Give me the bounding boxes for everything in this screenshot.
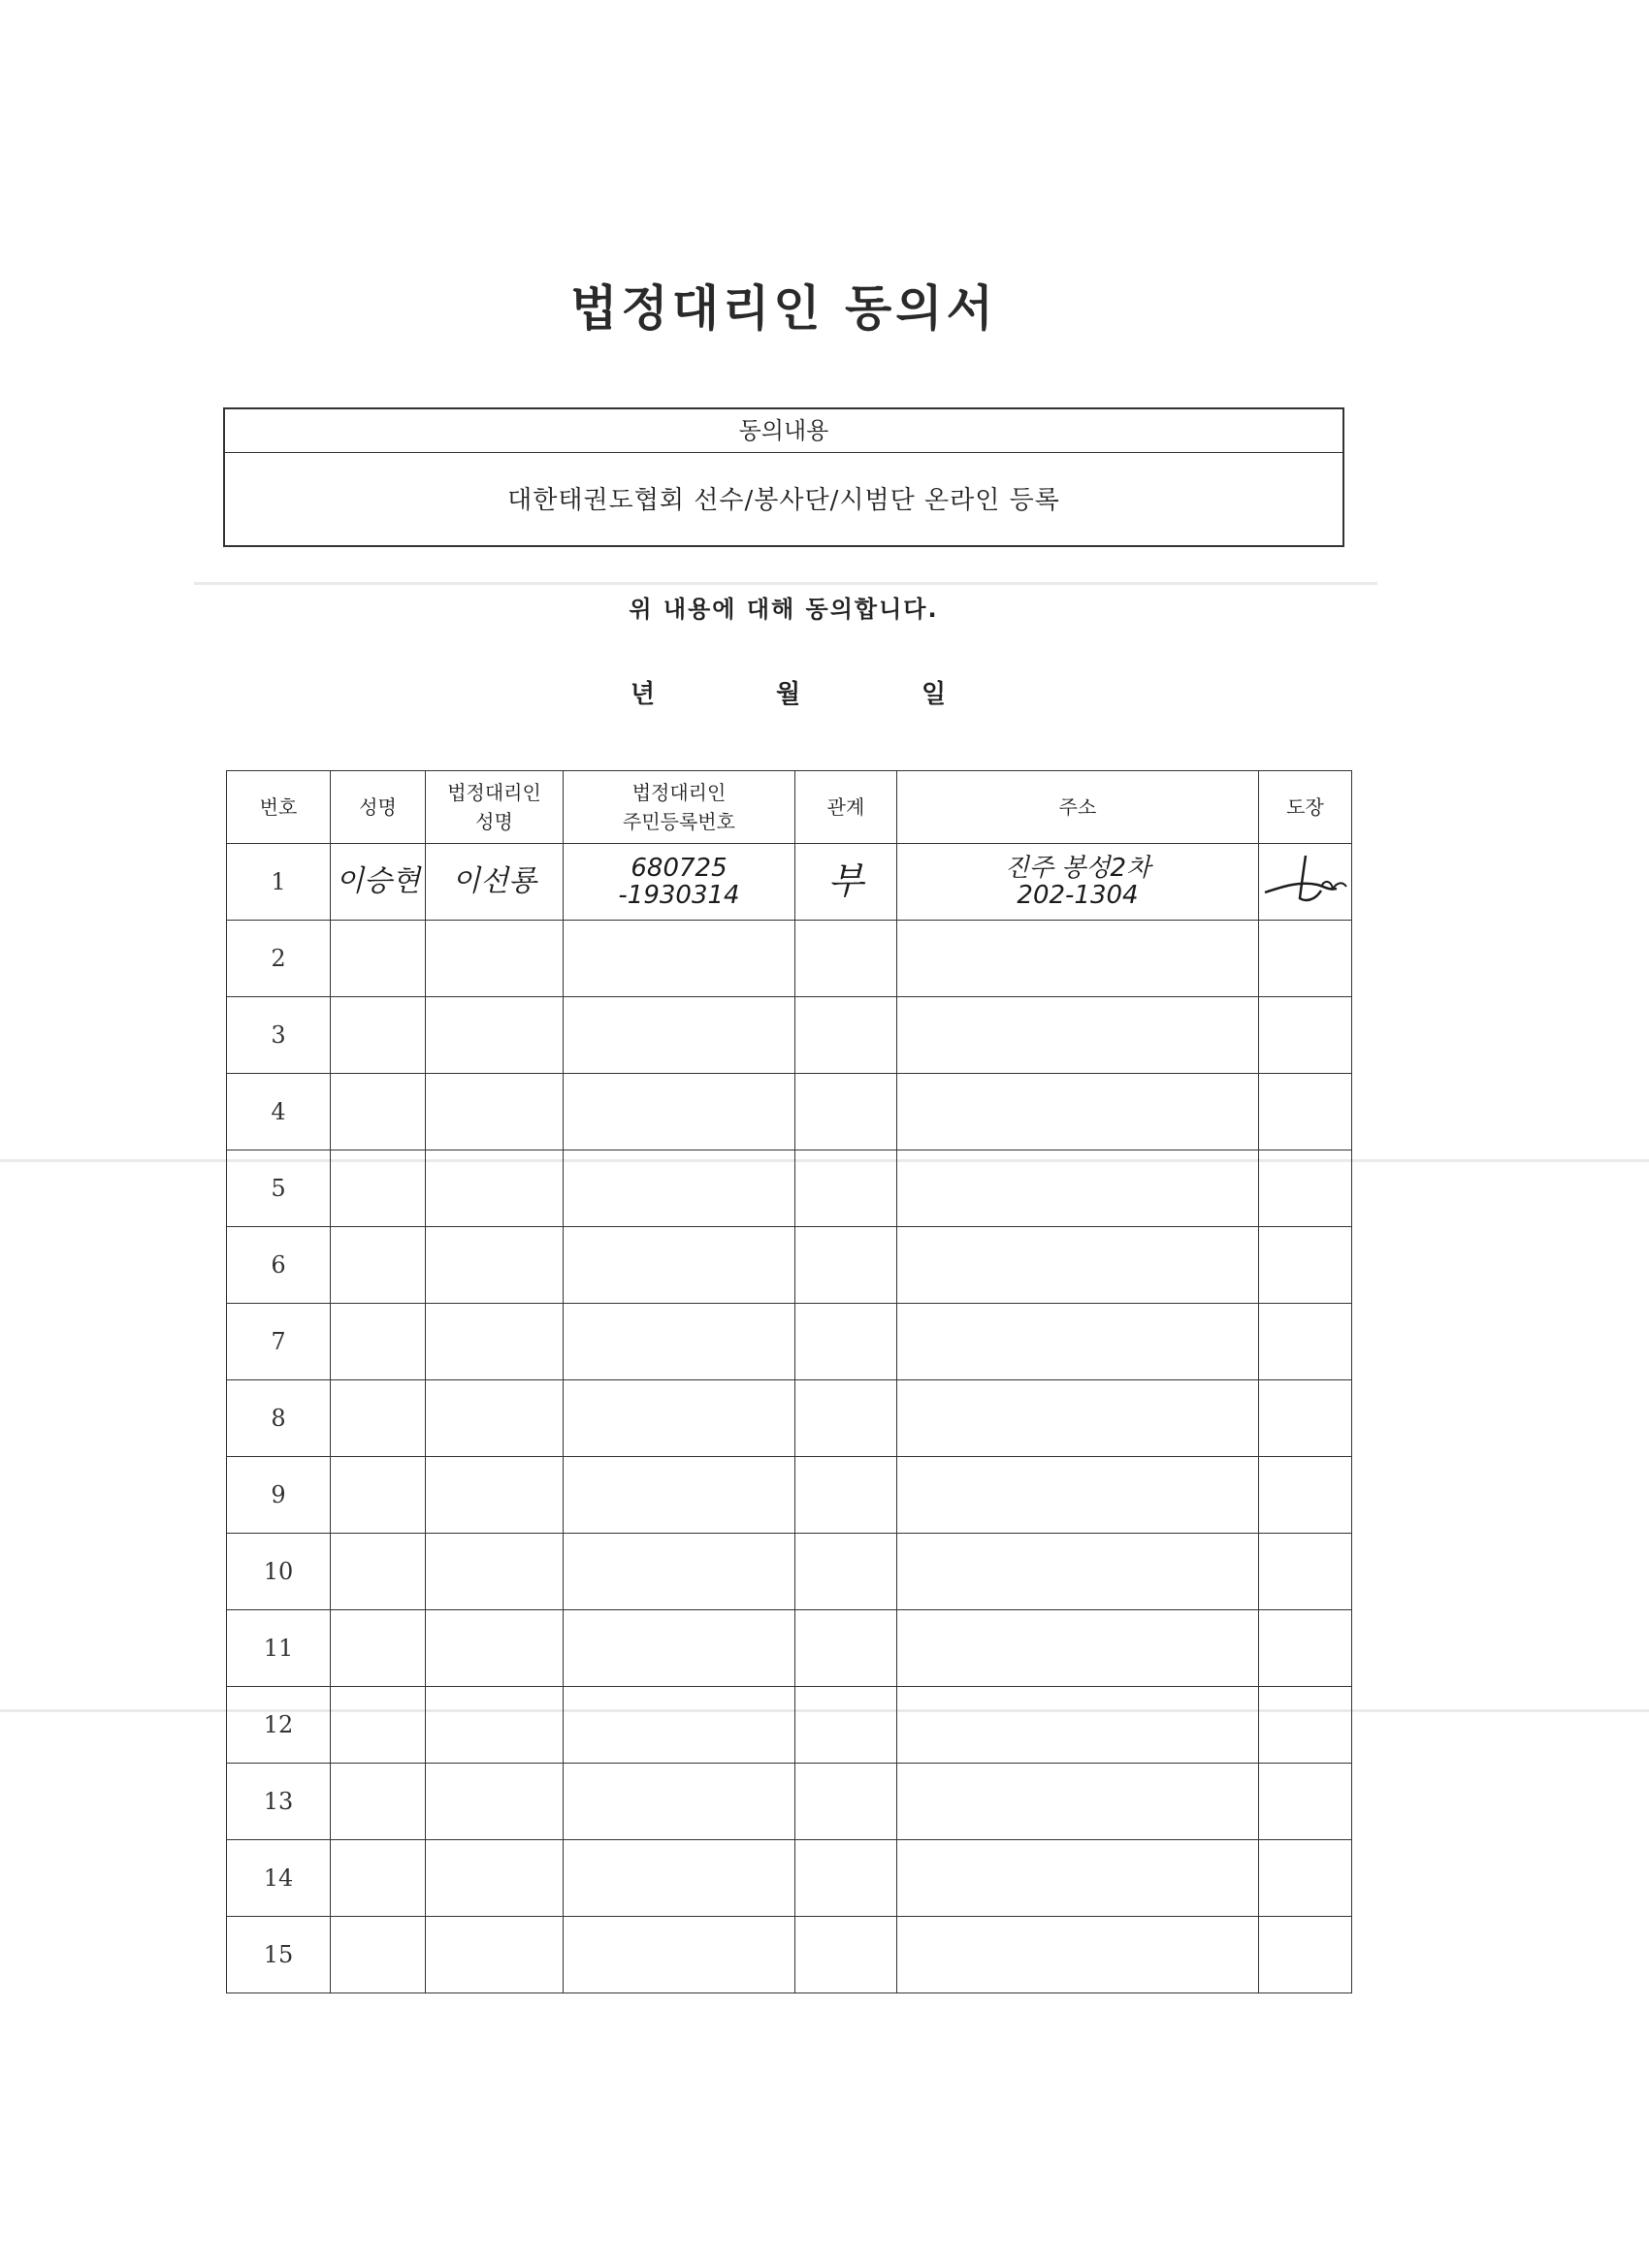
date-day-label: 일 (922, 680, 947, 709)
row-rep-id[interactable] (564, 1840, 795, 1917)
row-number: 9 (227, 1457, 331, 1534)
row-relation[interactable] (795, 1610, 897, 1687)
row-name[interactable] (331, 1380, 426, 1457)
row-seal[interactable] (1259, 1610, 1352, 1687)
handwritten-id-line2: -1930314 (618, 881, 740, 910)
table-header-row (227, 771, 1352, 844)
row-number: 6 (227, 1227, 331, 1304)
row-rep-name[interactable] (426, 1380, 564, 1457)
row-number: 8 (227, 1380, 331, 1457)
table-row (227, 1074, 1352, 1150)
row-rep-name[interactable] (426, 1457, 564, 1534)
row-rep-id[interactable] (564, 1150, 795, 1227)
row-relation[interactable] (795, 1150, 897, 1227)
table-row (227, 1534, 1352, 1610)
row-seal[interactable] (1259, 1687, 1352, 1764)
row-name[interactable] (331, 1457, 426, 1534)
date-month-label: 월 (776, 680, 801, 709)
table-row (227, 1687, 1352, 1764)
row-rep-name[interactable] (426, 1150, 564, 1227)
row-rep-name[interactable] (426, 1304, 564, 1380)
row-number: 7 (227, 1304, 331, 1380)
row-rep-id[interactable] (564, 1917, 795, 1993)
row-rep-name[interactable] (426, 1687, 564, 1764)
row-name[interactable] (331, 1687, 426, 1764)
header-seal: 도장 (1259, 771, 1352, 844)
row-seal[interactable] (1259, 1457, 1352, 1534)
row-seal[interactable] (1259, 997, 1352, 1074)
table-row (227, 1917, 1352, 1993)
row-seal[interactable] (1259, 1764, 1352, 1840)
row-name[interactable] (331, 1150, 426, 1227)
row-address[interactable] (897, 1764, 1259, 1840)
handwritten-rep-name: 이선룡 (452, 864, 536, 898)
handwritten-relation: 부 (827, 859, 864, 902)
handwritten-name: 이승현 (336, 864, 420, 898)
row-seal[interactable] (1259, 844, 1352, 921)
row-address[interactable] (897, 1610, 1259, 1687)
row-address[interactable] (897, 1380, 1259, 1457)
row-address[interactable] (897, 1534, 1259, 1610)
row-relation[interactable] (795, 1917, 897, 1993)
row-name[interactable] (331, 997, 426, 1074)
header-rep-name: 법정대리인 성명 (426, 771, 564, 844)
row-name[interactable] (331, 1227, 426, 1304)
header-number: 번호 (227, 771, 331, 844)
row-relation[interactable] (795, 1457, 897, 1534)
row-rep-id[interactable] (564, 1227, 795, 1304)
row-rep-name[interactable] (426, 1764, 564, 1840)
table-row (227, 1457, 1352, 1534)
row-address[interactable] (897, 1227, 1259, 1304)
row-rep-name[interactable] (426, 1227, 564, 1304)
row-relation[interactable] (795, 1304, 897, 1380)
row-address[interactable] (897, 1687, 1259, 1764)
guardian-table (226, 770, 1352, 1993)
row-address[interactable] (897, 1840, 1259, 1917)
row-name[interactable] (331, 844, 426, 921)
row-relation[interactable] (795, 1687, 897, 1764)
table-row (227, 921, 1352, 997)
document-title: 법정대리인 동의서 (570, 280, 997, 337)
consent-body: 대한태권도협회 선수/봉사단/시범단 온라인 등록 (507, 486, 1060, 515)
row-address[interactable] (897, 921, 1259, 997)
row-name[interactable] (331, 1917, 426, 1993)
date-year-label: 년 (630, 680, 656, 709)
row-rep-name[interactable] (426, 1610, 564, 1687)
row-address[interactable] (897, 1917, 1259, 1993)
row-number: 4 (227, 1074, 331, 1150)
row-rep-id[interactable] (564, 1764, 795, 1840)
header-name: 성명 (331, 771, 426, 844)
row-rep-name[interactable] (426, 921, 564, 997)
handwritten-address-line1: 진주 봉성2차 (1004, 854, 1151, 883)
row-relation[interactable] (795, 1074, 897, 1150)
row-relation[interactable] (795, 997, 897, 1074)
consent-content-box (223, 407, 1344, 547)
row-rep-name[interactable] (426, 1534, 564, 1610)
table-row (227, 1150, 1352, 1227)
row-name[interactable] (331, 921, 426, 997)
row-relation[interactable] (795, 1227, 897, 1304)
row-rep-id[interactable] (564, 844, 795, 921)
row-seal[interactable] (1259, 1380, 1352, 1457)
row-seal[interactable] (1259, 1840, 1352, 1917)
row-number: 15 (227, 1917, 331, 1993)
row-rep-name[interactable] (426, 997, 564, 1074)
signature-mark (1261, 848, 1350, 916)
row-relation[interactable] (795, 1380, 897, 1457)
row-address[interactable] (897, 1304, 1259, 1380)
row-name[interactable] (331, 1610, 426, 1687)
consent-header: 동의내용 (225, 409, 1342, 453)
row-relation[interactable] (795, 1840, 897, 1917)
row-number: 2 (227, 921, 331, 997)
agreement-statement: 위 내용에 대해 동의합니다. (629, 596, 939, 623)
row-name[interactable] (331, 1764, 426, 1840)
table-row (227, 1764, 1352, 1840)
row-name[interactable] (331, 1074, 426, 1150)
handwritten-address-line2: 202-1304 (1017, 881, 1139, 910)
row-seal[interactable] (1259, 921, 1352, 997)
row-rep-id[interactable] (564, 921, 795, 997)
table-row (227, 997, 1352, 1074)
table-row (227, 1227, 1352, 1304)
row-rep-id[interactable] (564, 997, 795, 1074)
row-rep-id[interactable] (564, 1534, 795, 1610)
row-number: 14 (227, 1840, 331, 1917)
row-relation[interactable] (795, 1534, 897, 1610)
row-seal[interactable] (1259, 1304, 1352, 1380)
table-row (227, 1380, 1352, 1457)
row-seal[interactable] (1259, 1917, 1352, 1993)
row-name[interactable] (331, 1534, 426, 1610)
row-rep-id[interactable] (564, 1380, 795, 1457)
row-number: 1 (227, 844, 331, 921)
table-row (227, 844, 1352, 921)
row-number: 11 (227, 1610, 331, 1687)
row-address[interactable] (897, 997, 1259, 1074)
fold-crease (194, 582, 1377, 585)
row-rep-id[interactable] (564, 1610, 795, 1687)
header-address: 주소 (897, 771, 1259, 844)
row-seal[interactable] (1259, 1150, 1352, 1227)
row-seal[interactable] (1259, 1074, 1352, 1150)
row-address[interactable] (897, 1150, 1259, 1227)
row-name[interactable] (331, 1840, 426, 1917)
row-number: 10 (227, 1534, 331, 1610)
row-rep-name[interactable] (426, 1840, 564, 1917)
row-rep-name[interactable] (426, 1074, 564, 1150)
row-number: 3 (227, 997, 331, 1074)
row-number: 13 (227, 1764, 331, 1840)
row-rep-id[interactable] (564, 1074, 795, 1150)
row-address[interactable] (897, 1457, 1259, 1534)
row-address[interactable] (897, 1074, 1259, 1150)
handwritten-id-line1: 680725 (630, 854, 728, 883)
row-number: 5 (227, 1150, 331, 1227)
table-row (227, 1304, 1352, 1380)
table-row (227, 1840, 1352, 1917)
row-number: 12 (227, 1687, 331, 1764)
row-rep-id[interactable] (564, 1457, 795, 1534)
header-relation: 관계 (795, 771, 897, 844)
row-relation[interactable] (795, 844, 897, 921)
table-row (227, 1610, 1352, 1687)
row-name[interactable] (331, 1304, 426, 1380)
row-relation[interactable] (795, 1764, 897, 1840)
row-rep-id[interactable] (564, 1304, 795, 1380)
row-relation[interactable] (795, 921, 897, 997)
row-address[interactable] (897, 844, 1259, 921)
header-rep-id: 법정대리인 주민등록번호 (564, 771, 795, 844)
row-seal[interactable] (1259, 1534, 1352, 1610)
row-rep-id[interactable] (564, 1687, 795, 1764)
row-rep-name[interactable] (426, 844, 564, 921)
row-rep-name[interactable] (426, 1917, 564, 1993)
row-seal[interactable] (1259, 1227, 1352, 1304)
